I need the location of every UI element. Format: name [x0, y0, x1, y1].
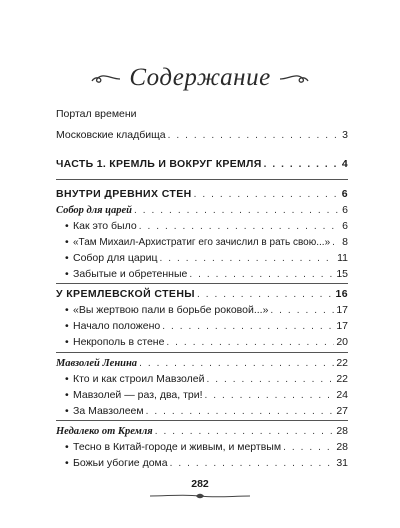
entry-title: ЧАСТЬ 1. КРЕМЛЬ И ВОКРУГ КРЕМЛЯ [56, 158, 262, 170]
toc-entry-item[interactable] [56, 454, 348, 470]
dot-leader [134, 204, 340, 217]
right-flourish-ornament [279, 71, 309, 85]
entry-page: 17 [336, 320, 348, 332]
bullet: • [65, 405, 69, 417]
entry-page: 28 [336, 425, 348, 437]
bullet: • [65, 236, 69, 248]
dot-leader [264, 158, 340, 171]
bullet: • [65, 320, 69, 332]
dot-leader [197, 288, 334, 301]
page-title: Содержание [129, 64, 271, 91]
dot-leader [162, 320, 334, 333]
page-number: 282 [191, 478, 209, 490]
footer-ornament [148, 492, 252, 500]
entry-title: Мавзолей Ленина [56, 358, 138, 369]
entry-page: 20 [336, 336, 348, 348]
dot-leader [139, 357, 334, 370]
dot-leader [205, 389, 335, 402]
left-flourish-ornament [91, 71, 121, 85]
section-divider [56, 179, 348, 180]
entry-title: За Мавзолеем [73, 405, 144, 417]
entry-title: Собор для царей [56, 205, 133, 216]
bullet: • [65, 457, 69, 469]
entry-title: ВНУТРИ ДРЕВНИХ СТЕН [56, 188, 192, 200]
entry-page: 17 [336, 304, 348, 316]
dot-leader [168, 129, 341, 142]
toc-heading [0, 58, 400, 98]
bullet: • [65, 373, 69, 385]
entry-page: 8 [342, 236, 348, 248]
entry-title: Собор для цариц [73, 252, 158, 264]
toc-entry-chapter-near-kremlin[interactable] [56, 422, 348, 438]
toc-entry-item[interactable] [56, 370, 348, 386]
toc-entry-portal[interactable]: Портал времени [56, 108, 137, 120]
section-divider [56, 352, 348, 353]
entry-title: Божьи убогие дома [73, 457, 168, 469]
dot-leader [270, 304, 334, 317]
dot-leader [166, 336, 334, 349]
toc-entry-item[interactable] [56, 317, 348, 333]
toc-entry-item[interactable] [56, 333, 348, 349]
entry-page: 16 [335, 288, 348, 300]
dot-leader [283, 441, 334, 454]
bullet: • [65, 441, 69, 453]
toc-entry-chapter-sobor[interactable] [56, 201, 348, 217]
dot-leader [155, 425, 335, 438]
dot-leader [146, 405, 335, 418]
entry-page: 24 [336, 389, 348, 401]
bullet: • [65, 220, 69, 232]
entry-title: Московские кладбища [56, 129, 166, 141]
dot-leader [194, 188, 340, 201]
entry-page: 3 [342, 129, 348, 141]
entry-page: 22 [336, 357, 348, 369]
entry-title: Начало положено [73, 320, 161, 332]
entry-page: 28 [336, 441, 348, 453]
entry-title: «Вы жертвою пали в борьбе роковой...» [73, 304, 269, 316]
dot-leader [139, 220, 340, 233]
bullet: • [65, 268, 69, 280]
entry-page: 15 [336, 268, 348, 280]
toc-entry-section2[interactable] [56, 285, 348, 301]
entry-page: 4 [341, 158, 348, 170]
entry-title: Кто и как строил Мавзолей [73, 373, 205, 385]
entry-title: Как это было [73, 220, 137, 232]
toc-entry-item[interactable] [56, 217, 348, 233]
dot-leader [170, 457, 335, 470]
toc-entry-item[interactable] [56, 301, 348, 317]
toc-entry-section1[interactable] [56, 185, 348, 201]
toc-entry-item[interactable] [56, 233, 348, 249]
dot-leader [159, 252, 335, 265]
toc-entry-item[interactable] [56, 438, 348, 454]
bullet: • [65, 304, 69, 316]
bullet: • [65, 336, 69, 348]
entry-page: 27 [336, 405, 348, 417]
bullet: • [65, 389, 69, 401]
entry-page: 22 [336, 373, 348, 385]
entry-title: Недалеко от Кремля [56, 426, 153, 437]
toc-entry-item[interactable] [56, 265, 348, 281]
toc-entry-chapter-mausoleum[interactable] [56, 354, 348, 370]
toc-entry-item[interactable] [56, 249, 348, 265]
toc-entry-item[interactable] [56, 402, 348, 418]
page-footer [0, 478, 400, 498]
entry-page: 6 [342, 204, 348, 216]
bullet: • [65, 252, 69, 264]
entry-title: У КРЕМЛЕВСКОЙ СТЕНЫ [56, 288, 195, 300]
dot-leader [206, 373, 334, 386]
dot-leader [189, 268, 334, 281]
entry-title: «Там Михаил-Архистратиг его зачислил в рать свою...» [73, 237, 331, 248]
toc-entry-item[interactable] [56, 386, 348, 402]
entry-page: 31 [336, 457, 348, 469]
entry-title: Тесно в Китай-городе и живым, и мертвым [73, 441, 282, 453]
section-divider [56, 283, 348, 284]
section-divider [56, 420, 348, 421]
entry-page: 6 [341, 188, 348, 200]
entry-title: Некрополь в стене [73, 336, 165, 348]
dot-leader [332, 236, 340, 249]
entry-page: 6 [342, 220, 348, 232]
toc-entry-cemeteries[interactable] [56, 126, 348, 142]
toc-entry-part1[interactable] [56, 155, 348, 171]
entry-title: Забытые и обретенные [73, 268, 188, 280]
entry-title: Мавзолей — раз, два, три! [73, 389, 203, 401]
entry-page: 11 [337, 252, 348, 264]
